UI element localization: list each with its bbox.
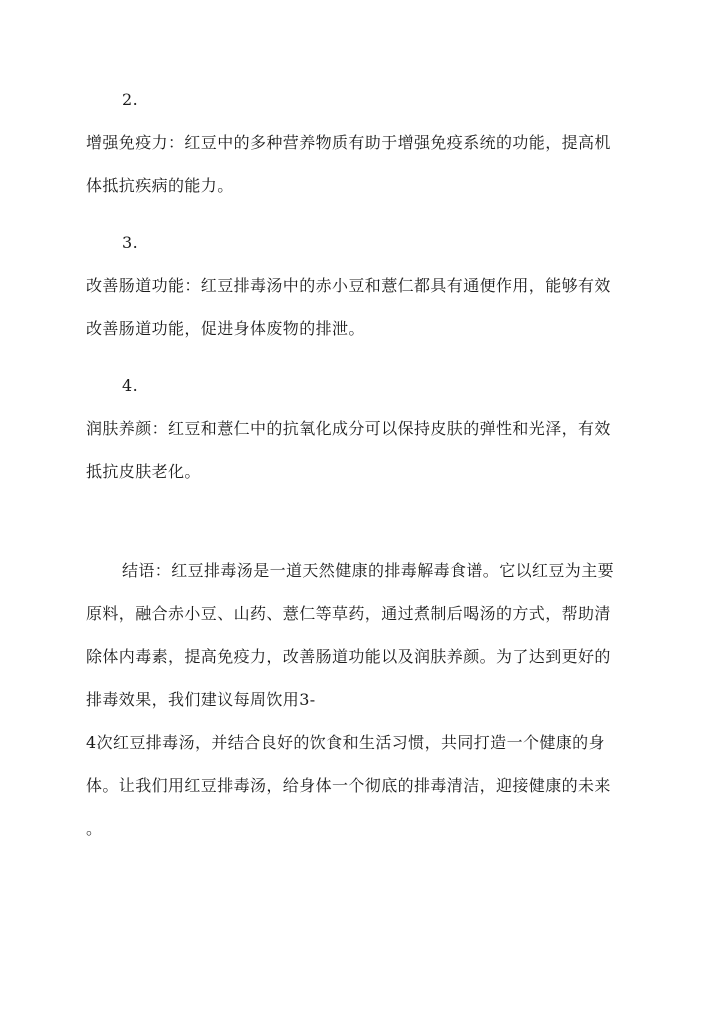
item-2-line-2: 体抵抗疾病的能力。 <box>86 176 234 195</box>
item-number-4: 4. <box>122 376 139 395</box>
item-2-line-1: 增强免疫力：红豆中的多种营养物质有助于增强免疫系统的功能，提高机 <box>86 133 611 152</box>
conclusion-line-2: 原料，融合赤小豆、山药、薏仁等草药，通过煮制后喝汤的方式，帮助清 <box>86 604 611 623</box>
item-3-line-1: 改善肠道功能：红豆排毒汤中的赤小豆和薏仁都具有通便作用，能够有效 <box>86 276 611 295</box>
conclusion-line-7: 。 <box>86 819 103 838</box>
conclusion-line-1: 结语：红豆排毒汤是一道天然健康的排毒解毒食谱。它以红豆为主要 <box>122 561 615 580</box>
item-4-line-2: 抵抗皮肤老化。 <box>86 462 201 481</box>
conclusion-line-6: 体。让我们用红豆排毒汤，给身体一个彻底的排毒清洁，迎接健康的未来 <box>86 776 611 795</box>
item-number-3: 3. <box>122 233 139 252</box>
item-4-line-1: 润肤养颜：红豆和薏仁中的抗氧化成分可以保持皮肤的弹性和光泽，有效 <box>86 419 611 438</box>
conclusion-line-3: 除体内毒素，提高免疫力，改善肠道功能以及润肤养颜。为了达到更好的 <box>86 647 611 666</box>
conclusion-line-5: 4次红豆排毒汤，并结合良好的饮食和生活习惯，共同打造一个健康的身 <box>86 733 605 752</box>
item-number-2: 2. <box>122 90 139 109</box>
item-3-line-2: 改善肠道功能，促进身体废物的排泄。 <box>86 319 365 338</box>
conclusion-line-4: 排毒效果，我们建议每周饮用3- <box>86 690 316 709</box>
